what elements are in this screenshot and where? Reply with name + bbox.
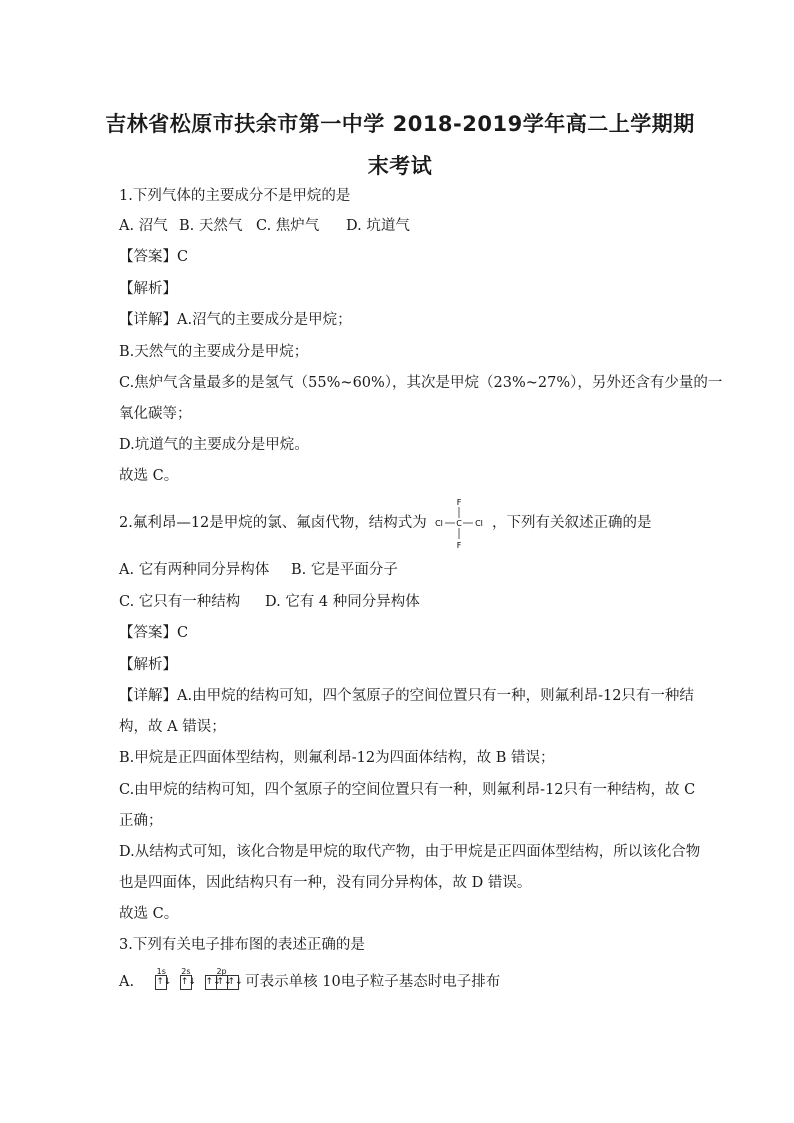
orbital-cell: ↑↓ [216,976,232,987]
structure-right-atom: Cl [475,519,484,528]
orbital-cell: ↑↓ [205,976,221,987]
orbital-1s [155,967,172,992]
q1-detail-1: 【详解】A.沼气的主要成分是甲烷； [119,312,352,328]
q2-detail-8: 故选 C。 [119,906,179,922]
structure-top-atom: F [457,498,462,507]
q2-detail-7: 也是四面体，因此结构只有一种，没有同分异构体，故 D 错误。 [119,875,532,891]
q1-option-b: B. 天然气 [179,218,243,234]
q2-options-row1 [119,560,398,580]
orbital-2s-label: 2s [181,967,191,976]
q1-options [119,216,410,236]
orbital-2s [180,967,197,992]
orbital-1s-label: 1s [156,967,166,976]
q3-stem: 3.下列有关电子排布图的表述正确的是 [119,937,365,953]
q2-detail-6: D.从结构式可知，该化合物是甲烷的取代产物，由于甲烷是正四面体型结构，所以该化合物 [119,844,701,860]
document-title-line1: 吉林省松原市扶余市第一中学 2018-2019学年高二上学期期 [105,112,695,136]
q2-option-d: D. 它有 4 种同分异构体 [265,594,420,610]
q3-option-a [119,967,501,992]
q2-stem-before: 2.氟利昂—12是甲烷的氯、氟卤代物，结构式为 [119,515,427,531]
q1-option-a: A. 沼气 [119,218,168,234]
q2-detail-4: C.由甲烷的结构可知，四个氢原子的空间位置只有一种，则氟利昂-12只有一种结构，故 C [119,782,696,798]
q2-option-c: C. 它只有一种结构 [119,594,241,610]
q1-detail-3: C.焦炉气含量最多的是氢气（55%~60%），其次是甲烷（23%~27%），另外还含有少量的一 [119,375,723,391]
q2-detail-3: B.甲烷是正四面体型结构，则氟利昂-12为四面体结构，故 B 错误； [119,750,555,766]
q2-options-row2 [119,592,420,612]
q1-stem: 1.下列气体的主要成分不是甲烷的是 [119,188,351,204]
orbital-2p [205,967,243,992]
structure-left-atom: Cl [435,519,444,528]
q1-option-d: D. 坑道气 [346,218,410,234]
q2-detail-1: 【详解】A.由甲烷的结构可知，四个氢原子的空间位置只有一种，则氟利昂-12只有一种结 [119,688,694,704]
q2-stem [119,498,652,550]
orbital-cell: ↑↓ [227,976,243,987]
q1-detail-4: 氧化碳等； [119,406,192,422]
q1-detail-2: B.天然气的主要成分是甲烷； [119,344,309,360]
q2-answer: 【答案】C [119,625,189,641]
orbital-cell: ↑↓ [156,976,172,987]
structural-formula-figure [431,498,487,550]
q2-detail-2: 构，故 A 错误； [119,719,226,735]
q2-option-a: A. 它有两种同分异构体 [119,562,270,578]
structure-bottom-atom: F [457,541,462,550]
orbital-2p-label: 2p [216,967,227,976]
q2-option-b: B. 它是平面分子 [291,562,398,578]
structure-center-atom: C [456,519,463,528]
q2-detail-5: 正确； [119,813,163,829]
q1-detail-5: D.坑道气的主要成分是甲烷。 [119,437,309,453]
q1-option-c: C. 焦炉气 [256,218,320,234]
q3-option-a-label: A. [119,974,135,990]
q2-stem-after: ，下列有关叙述正确的是 [492,515,652,531]
q3-option-a-text: 可表示单核 10电子粒子基态时电子排布 [245,974,501,990]
q1-analysis: 【解析】 [119,281,177,297]
q1-detail-6: 故选 C。 [119,468,179,484]
orbital-cell: ↑↓ [180,976,197,987]
document-title-line2: 末考试 [367,154,433,178]
q1-answer: 【答案】C [119,249,189,265]
q2-analysis: 【解析】 [119,657,177,673]
